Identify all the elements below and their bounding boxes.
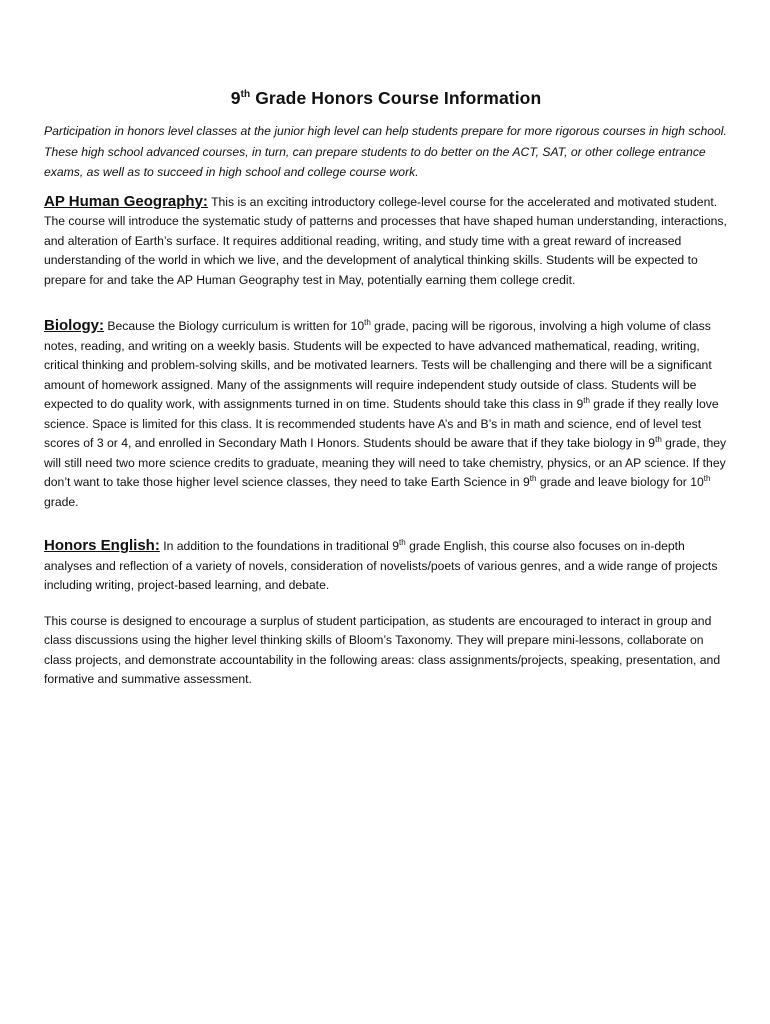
biology-text-4: grade, they will still need two more science credits to graduate, meaning they will need to take chemistry, physics, or an AP science. If they don’t want to take those higher level science classes, they need to take Earth Science in 9: [44, 436, 727, 489]
title-grade-number: 9: [230, 88, 241, 108]
honors-english-text-1: In addition to the foundations in traditional 9: [159, 539, 400, 553]
ap-human-geography-heading: AP Human Geography:: [44, 192, 208, 210]
section-spacer: [44, 290, 728, 316]
honors-english-text-2: grade English, this course also focuses on in-depth analyses and reflection of a variety of novels, consideration of novelists/poets of various genres, and a wide range of projects including writing, project-based learning, and debate.: [44, 539, 718, 592]
page-title: [44, 88, 728, 109]
intro-paragraph: Participation in honors level classes at the junior high level can help students prepare for more rigorous courses in high school. These high school advanced courses, in turn, can prepare students to do better on the ACT, SAT, or other college entrance exams, as well as to succeed in high school and college course work.: [44, 124, 727, 179]
biology-sup-1: th: [364, 317, 371, 327]
honors-english-paragraph-2: This course is designed to encourage a surplus of student participation, as students are encouraged to interact in group and class discussions using the higher level thinking skills of Bloom’s Taxonomy. They will prepare mini-lessons, collaborate on class projects, and demonstrate accountability in the following areas: class assignments/projects, speaking, presentation, and formative and summative assessment.: [44, 613, 721, 686]
biology-section: [44, 316, 728, 512]
biology-sup-5: th: [703, 473, 711, 483]
biology-text-1: Because the Biology curriculum is written for 10: [104, 319, 365, 333]
biology-sup-4: th: [529, 473, 537, 483]
biology-heading: Biology:: [44, 317, 104, 334]
honors-english-heading: Honors English:: [44, 537, 160, 554]
section-spacer: [44, 512, 728, 536]
biology-sup-3: th: [655, 434, 662, 444]
document-page: [44, 88, 728, 690]
biology-text-6: grade.: [44, 494, 79, 509]
biology-sup-2: th: [583, 395, 590, 405]
biology-text-2: grade, pacing will be rigorous, involving a high volume of class notes, reading, and writing on a weekly basis. Students will be expected to have advanced mathematical, reading, writing, critical thinking and problem-solving skills, and be motivated learners. Tests will be challenging and there will be a significant amount of homework assigned. Many of the assignments will require independent study outside of class. Students will be expected to do quality work, with assignments turned in on time. Students should take this class in 9: [44, 319, 712, 411]
biology-text-5: grade and leave biology for 10: [536, 475, 704, 489]
title-text: Grade Honors Course Information: [250, 88, 542, 108]
ap-human-geography-text: This is an exciting introductory college-level course for the accelerated and motivated student. The course will introduce the systematic study of patterns and processes that have shaped human understanding, interactions, and alteration of Earth’s surface. It requires additional reading, writing, and study time with a great reward of increased understanding of the world in which we live, and the development of analytical thinking skills. Students will be expected to prepare for and take the AP Human Geography test in May, potentially earning them college credit.: [44, 194, 727, 287]
title-superscript: th: [240, 89, 251, 101]
biology-text-3: grade if they really love science. Space is limited for this class. It is recommended students have A’s and B’s in math and science, end of level test scores of 3 or 4, and enrolled in Secondary Math I Honors. Students should be aware that if they take biology in 9: [44, 397, 719, 450]
ap-human-geography-section: [44, 192, 728, 291]
honors-english-section: [44, 536, 728, 596]
honors-english-sup-1: th: [399, 537, 406, 547]
paragraph-spacer: [44, 596, 728, 612]
